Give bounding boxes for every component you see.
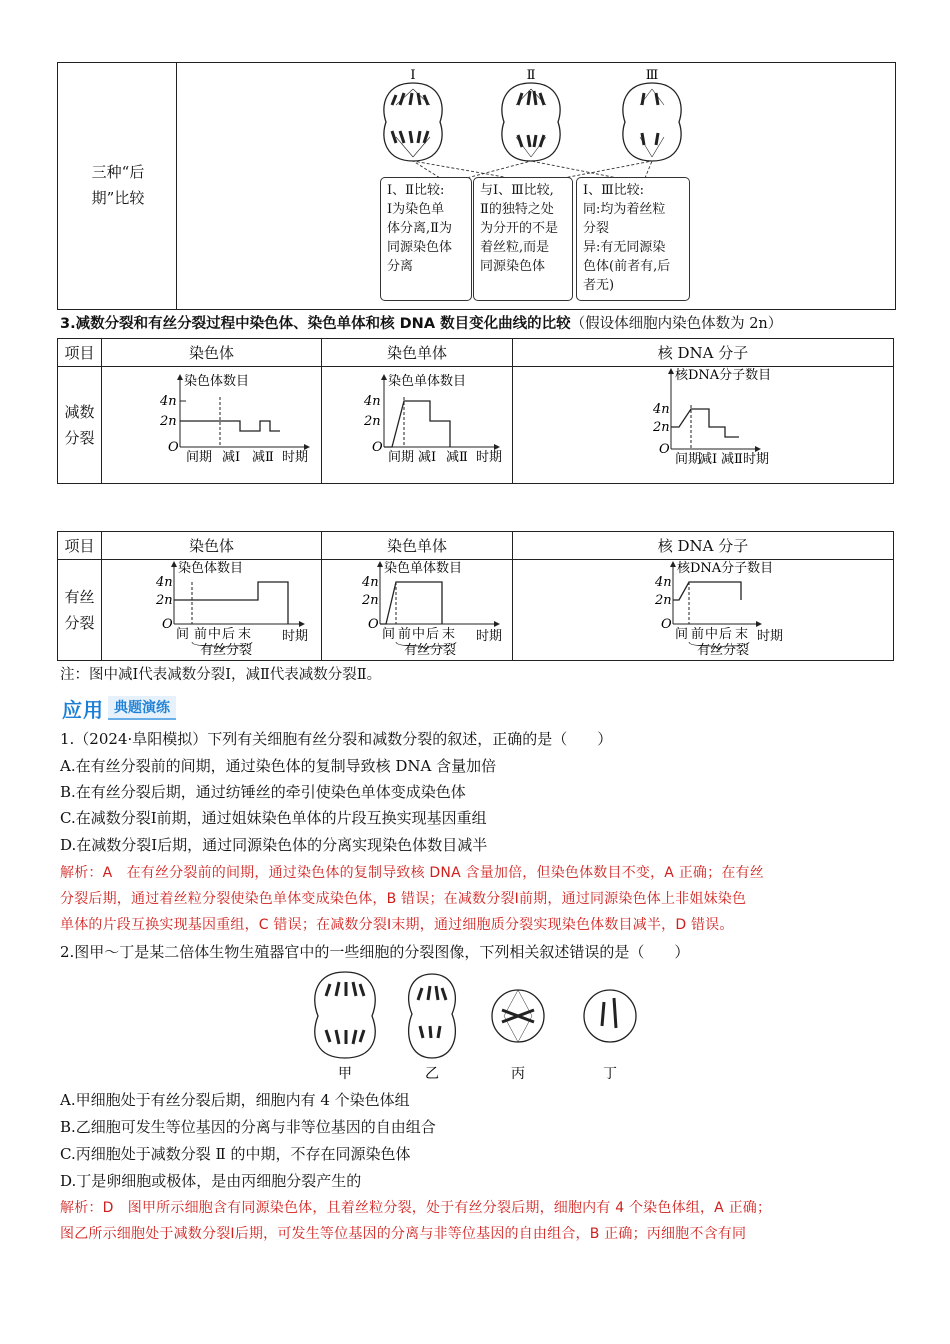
q2-stem: 2.图甲～丁是某二倍体生物生殖器官中的一些细胞的分裂图像，下列相关叙述错误的是（ ） (60, 943, 690, 961)
y-tick-2n: 2n (655, 593, 672, 608)
x-label-m2: 减Ⅱ (446, 450, 468, 465)
compare-box-3: Ⅰ、Ⅲ比较: 同:均为着丝粒 分裂 异:有无同源染 色体(前者有,后 者无) (576, 177, 690, 301)
mitosis-chromosome-graph-cell (102, 560, 322, 661)
q1-analysis-line-1: 解析：A 在有丝分裂前的间期，通过染色体的复制导致核 DNA 含量加倍，但染色体数目不变，A 正确；在有丝 (60, 865, 764, 881)
x-label-telo: 末 (735, 627, 749, 642)
q1-analysis-line-3: 单体的片段互换实现基因重组，C 错误；在减数分裂Ⅰ末期，通过细胞质分裂实现染色体数目减半，D 错误。 (60, 917, 734, 933)
cell-II-icon (502, 83, 560, 161)
q2-option-b: B.乙细胞可发生等位基因的分离与非等位基因的自由组合 (60, 1118, 436, 1136)
x-label-time: 时期 (476, 450, 503, 465)
y-tick-4n: 4n (653, 402, 670, 417)
x-label-meta: 中 (412, 627, 426, 642)
x-label-meta: 中 (208, 627, 222, 642)
x-label-ana: 后 (719, 627, 733, 642)
row-label-meiosis (58, 367, 102, 484)
y-tick-2n: 2n (653, 420, 670, 435)
x-label-interphase: 间期 (186, 450, 213, 465)
badge-suffix: 典题演练 (108, 696, 176, 720)
meiosis-chromatid-graph-cell (322, 367, 513, 484)
graph-title: 染色体数目 (184, 374, 250, 389)
header-chromosome: 染色体 (102, 532, 322, 560)
cell-III-icon (623, 83, 681, 161)
x-label-pro: 前 (691, 627, 705, 642)
origin: O (168, 440, 179, 455)
q2-cell-figures (300, 966, 650, 1084)
cell-bing-icon (492, 990, 544, 1042)
y-tick-4n: 4n (655, 575, 672, 590)
y-tick-4n: 4n (364, 394, 381, 409)
compare-box-2: 与Ⅰ、Ⅲ比较, Ⅱ的独特之处 为分开的不是 着丝粒,而是 同源染色体 (473, 177, 573, 301)
q1-stem: 1.（2024·阜阳模拟）下列有关细胞有丝分裂和减数分裂的叙述，正确的是（ ） (60, 730, 613, 748)
x-label-time: 时期 (282, 629, 309, 644)
y-tick-4n: 4n (362, 575, 379, 590)
x-label-m2: 减Ⅱ (721, 452, 743, 467)
q1-option-c: C.在减数分裂Ⅰ前期，通过姐妹染色单体的片段互换实现基因重组 (60, 809, 487, 827)
x-label-interphase: 间期 (388, 450, 415, 465)
meiosis-label-text: 减数分裂 (64, 403, 95, 447)
x-label-ana: 后 (426, 627, 440, 642)
y-tick-2n: 2n (362, 593, 379, 608)
x-label-ana: 后 (222, 627, 236, 642)
origin: O (372, 440, 383, 455)
mitosis-label-text: 有丝分裂 (64, 588, 95, 632)
x-label-time: 时期 (476, 629, 503, 644)
q2-analysis-line-1: 解析：D 图甲所示细胞含有同源染色体，且着丝粒分裂，处于有丝分裂后期，细胞内有 4 个染色体组，A 正确； (60, 1200, 772, 1216)
cell-diagrams (358, 65, 718, 185)
brace-label: 有丝分裂 (404, 643, 457, 656)
header-item: 项目 (58, 532, 102, 560)
section3-title (60, 312, 782, 333)
mitosis-chromatid-graph-cell (322, 560, 513, 661)
meiosis-table (57, 338, 894, 484)
origin: O (659, 442, 670, 457)
q1-option-a: A.在有丝分裂前的间期，通过染色体的复制导致核 DNA 含量加倍 (60, 757, 497, 775)
section-badge (62, 695, 176, 721)
cell-label-2: Ⅱ (526, 68, 536, 83)
mitosis-dna-graph (513, 560, 893, 656)
header-dna: 核 DNA 分子 (513, 339, 894, 367)
y-tick-2n: 2n (364, 414, 381, 429)
row-label: 三种“后期”比较 (91, 163, 145, 207)
cell-label-3: Ⅲ (645, 68, 659, 83)
section3-suffix: （假设体细胞内染色体数为 2n） (570, 316, 783, 332)
x-label-pro: 前 (398, 627, 412, 642)
q2-option-a: A.甲细胞处于有丝分裂后期，细胞内有 4 个染色体组 (60, 1091, 410, 1109)
x-label-inter: 间 (382, 627, 396, 642)
header-chromatid: 染色单体 (322, 339, 513, 367)
compare-box-1: Ⅰ、Ⅱ比较: Ⅰ为染色单 体分离,Ⅱ为 同源染色体 分离 (380, 177, 472, 301)
x-label-m1: 减Ⅰ (222, 450, 241, 465)
y-tick-4n: 4n (160, 394, 177, 409)
mitosis-chromosome-graph (102, 560, 321, 656)
x-label-time: 时期 (757, 629, 784, 644)
brace-label: 有丝分裂 (697, 643, 750, 656)
mitosis-table (57, 531, 894, 661)
row-label-mitosis (58, 560, 102, 661)
x-label-m1: 减Ⅰ (418, 450, 437, 465)
label-bing: 丙 (511, 1066, 525, 1082)
graph-title: 染色体数目 (178, 561, 244, 576)
x-label-m1: 减Ⅰ (699, 452, 718, 467)
x-label-time: 时期 (743, 452, 770, 467)
q1-option-b: B.在有丝分裂后期，通过纺锤丝的牵引使染色单体变成染色体 (60, 783, 466, 801)
q2-analysis-line-2: 图乙所示细胞处于减数分裂Ⅰ后期，可发生等位基因的分离与非等位基因的自由组合，B 正确；丙细胞不含有同 (60, 1226, 747, 1242)
figure-note: 注：图中减Ⅰ代表减数分裂Ⅰ，减Ⅱ代表减数分裂Ⅱ。 (60, 667, 382, 683)
y-tick-4n: 4n (156, 575, 173, 590)
cell-yi-icon (409, 974, 456, 1058)
cell-jia-icon (315, 972, 375, 1058)
meiosis-chromatid-graph (322, 367, 512, 479)
x-label-telo: 末 (238, 627, 252, 642)
x-label-telo: 末 (442, 627, 456, 642)
meiosis-dna-graph-cell (513, 367, 894, 484)
graph-title: 核DNA分子数目 (677, 561, 774, 576)
x-label-inter: 间 (176, 627, 190, 642)
header-dna: 核 DNA 分子 (513, 532, 894, 560)
cell-ding-icon (584, 990, 636, 1042)
cell-I-icon (384, 83, 442, 161)
x-label-meta: 中 (705, 627, 719, 642)
x-label-pro: 前 (194, 627, 208, 642)
graph-title: 染色单体数目 (384, 561, 463, 576)
label-jia: 甲 (338, 1066, 352, 1082)
brace-label: 有丝分裂 (200, 643, 253, 656)
graph-title: 核DNA分子数目 (675, 368, 772, 383)
meiosis-chromosome-graph-cell (102, 367, 322, 484)
x-label-m2: 减Ⅱ (252, 450, 274, 465)
origin: O (368, 617, 379, 632)
cell-label-1: Ⅰ (410, 68, 416, 83)
meiosis-chromosome-graph (102, 367, 321, 479)
origin: O (162, 617, 173, 632)
x-label-interphase: 间期 (675, 452, 702, 467)
later-stage-compare-table (57, 62, 896, 310)
section3-title-text: 3.减数分裂和有丝分裂过程中染色体、染色单体和核 DNA 数目变化曲线的比较 (60, 316, 571, 332)
label-yi: 乙 (425, 1066, 439, 1082)
header-chromosome: 染色体 (102, 339, 322, 367)
q2-option-c: C.丙细胞处于减数分裂 Ⅱ 的中期，不存在同源染色体 (60, 1145, 411, 1163)
y-tick-2n: 2n (156, 593, 173, 608)
origin: O (661, 617, 672, 632)
q1-option-d: D.在减数分裂Ⅰ后期，通过同源染色体的分离实现染色体数目减半 (60, 836, 488, 854)
q1-analysis-line-2: 分裂后期，通过着丝粒分裂使染色单体变成染色体，B 错误；在减数分裂Ⅰ前期，通过同源染色体上非姐妹染色 (60, 891, 747, 907)
badge-prefix: 应用 (62, 697, 104, 722)
header-chromatid: 染色单体 (322, 532, 513, 560)
mitosis-chromatid-graph (322, 560, 512, 656)
graph-title: 染色单体数目 (388, 374, 467, 389)
y-tick-2n: 2n (160, 414, 177, 429)
x-label-time: 时期 (282, 450, 309, 465)
label-ding: 丁 (603, 1066, 617, 1082)
q2-option-d: D.丁是卵细胞或极体，是由丙细胞分裂产生的 (60, 1172, 362, 1190)
x-label-inter: 间 (675, 627, 689, 642)
mitosis-dna-graph-cell (513, 560, 894, 661)
header-item: 项目 (58, 339, 102, 367)
meiosis-dna-graph (513, 367, 893, 479)
